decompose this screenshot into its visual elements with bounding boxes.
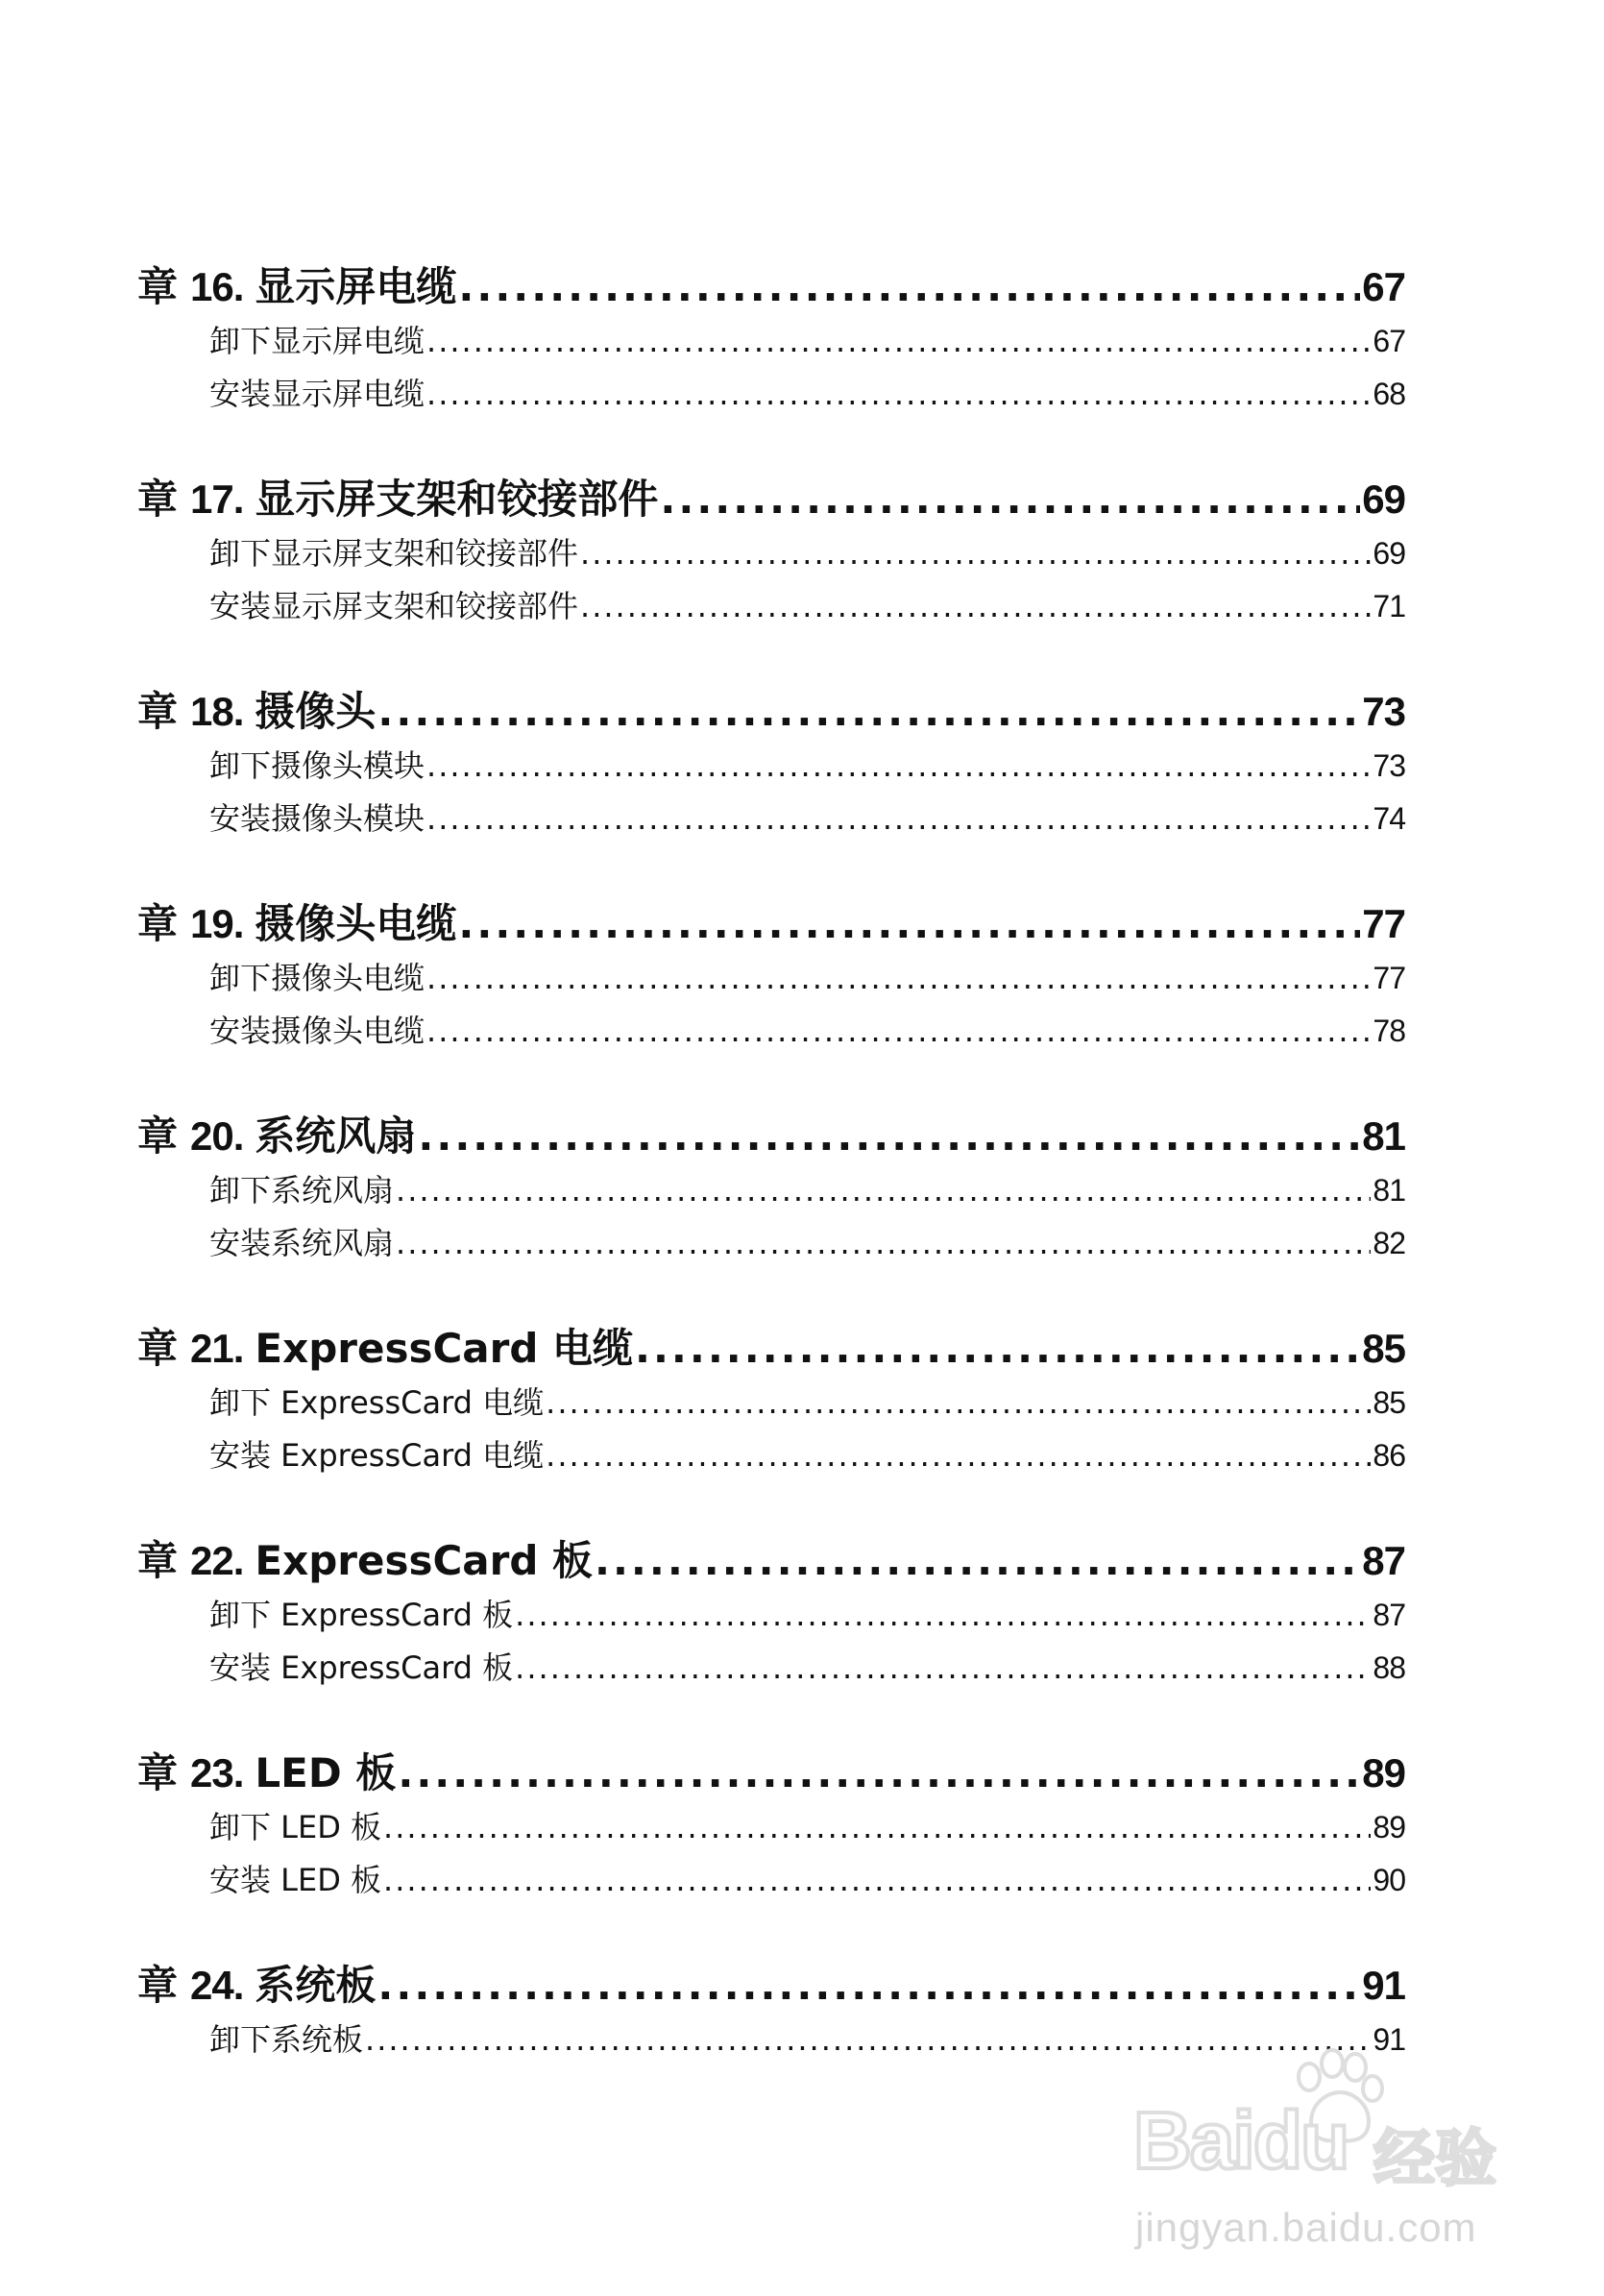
section-entry[interactable] xyxy=(137,740,1405,793)
section-page-number: 89 xyxy=(1373,1810,1405,1844)
chapter-entry[interactable] xyxy=(137,1109,1405,1164)
dot-leader xyxy=(383,1854,1371,1907)
section-page-number: 82 xyxy=(1373,1226,1405,1260)
section-entry[interactable] xyxy=(137,1589,1405,1642)
dot-leader xyxy=(660,472,1360,527)
dot-leader xyxy=(546,1377,1371,1429)
section-title: 安装 ExpressCard 板 xyxy=(209,1649,514,1686)
dot-leader xyxy=(418,1109,1360,1164)
dot-leader xyxy=(635,1321,1360,1377)
chapter-name: ExpressCard 板 xyxy=(255,1537,594,1584)
chapter-title xyxy=(137,1746,396,1801)
section-page-number: 73 xyxy=(1373,748,1405,783)
section-title: 卸下 LED 板 xyxy=(209,1809,382,1845)
watermark-cn: 经验 xyxy=(1373,2124,1496,2195)
section-entry[interactable] xyxy=(137,580,1405,633)
section-entry[interactable] xyxy=(137,527,1405,580)
chapter-prefix: 章 xyxy=(137,900,180,947)
section-title: 安装显示屏支架和铰接部件 xyxy=(209,588,579,624)
dot-leader xyxy=(595,1533,1360,1589)
chapter-title xyxy=(137,1109,416,1164)
chapter-name: 显示屏电缆 xyxy=(255,263,457,310)
section-title: 安装 LED 板 xyxy=(209,1862,382,1898)
section-entry[interactable] xyxy=(137,1854,1405,1907)
dot-leader xyxy=(426,952,1371,1005)
chapter-page-number: 91 xyxy=(1362,1963,1405,2008)
section-title: 卸下系统板 xyxy=(209,2021,364,2058)
section-title: 卸下显示屏电缆 xyxy=(209,323,425,359)
toc-chapter xyxy=(137,1533,1405,1695)
dot-leader xyxy=(580,580,1371,633)
section-page-number: 78 xyxy=(1373,1014,1405,1048)
toc-chapter xyxy=(137,1109,1405,1270)
chapter-prefix: 章 xyxy=(137,1112,180,1160)
chapter-page-number: 85 xyxy=(1362,1326,1405,1371)
section-entry[interactable] xyxy=(137,1005,1405,1058)
section-page-number: 77 xyxy=(1373,961,1405,995)
dot-leader xyxy=(377,684,1360,740)
dot-leader xyxy=(515,1589,1371,1642)
chapter-prefix: 章 xyxy=(137,688,180,735)
section-page-number: 68 xyxy=(1373,377,1405,411)
section-entry[interactable] xyxy=(137,1642,1405,1695)
chapter-title xyxy=(137,259,456,315)
table-of-contents xyxy=(137,259,1405,2117)
chapter-number: 18. xyxy=(190,689,244,734)
dot-leader xyxy=(458,259,1360,315)
dot-leader xyxy=(426,1005,1371,1058)
section-entry[interactable] xyxy=(137,1217,1405,1270)
section-page-number: 87 xyxy=(1373,1598,1405,1632)
chapter-title xyxy=(137,896,456,952)
chapter-prefix: 章 xyxy=(137,1537,180,1584)
section-title: 卸下摄像头模块 xyxy=(209,747,425,784)
section-title: 安装 ExpressCard 电缆 xyxy=(209,1437,545,1474)
chapter-title xyxy=(137,1321,633,1377)
chapter-entry[interactable] xyxy=(137,684,1405,740)
watermark-url: jingyan.baidu.com xyxy=(1135,2205,1477,2250)
dot-leader xyxy=(426,368,1371,421)
toc-chapter xyxy=(137,259,1405,421)
chapter-number: 21. xyxy=(190,1326,244,1371)
section-page-number: 86 xyxy=(1373,1438,1405,1473)
chapter-number: 22. xyxy=(190,1538,244,1583)
section-entry[interactable] xyxy=(137,952,1405,1005)
chapter-title xyxy=(137,684,376,740)
chapter-number: 19. xyxy=(190,901,244,946)
watermark-brand: Baidu xyxy=(1133,2095,1349,2186)
section-entry[interactable] xyxy=(137,368,1405,421)
section-title: 安装显示屏电缆 xyxy=(209,376,425,412)
section-entry[interactable] xyxy=(137,1377,1405,1429)
chapter-name: ExpressCard 电缆 xyxy=(255,1325,634,1372)
section-page-number: 71 xyxy=(1373,589,1405,623)
section-title: 卸下摄像头电缆 xyxy=(209,960,425,996)
dot-leader xyxy=(398,1746,1360,1801)
chapter-name: 摄像头电缆 xyxy=(255,900,457,947)
dot-leader xyxy=(515,1642,1371,1695)
dot-leader xyxy=(426,315,1371,368)
chapter-page-number: 69 xyxy=(1362,476,1405,522)
chapter-name: 显示屏支架和铰接部件 xyxy=(255,476,659,523)
section-page-number: 88 xyxy=(1373,1650,1405,1685)
dot-leader xyxy=(396,1217,1371,1270)
chapter-name: 系统风扇 xyxy=(255,1112,417,1160)
dot-leader xyxy=(426,793,1371,845)
section-title: 安装摄像头模块 xyxy=(209,800,425,837)
section-title: 安装摄像头电缆 xyxy=(209,1013,425,1049)
dot-leader xyxy=(377,1958,1360,2014)
chapter-name: 系统板 xyxy=(255,1962,377,2009)
dot-leader xyxy=(396,1164,1371,1217)
chapter-number: 17. xyxy=(190,476,244,522)
section-page-number: 85 xyxy=(1373,1385,1405,1420)
chapter-page-number: 81 xyxy=(1362,1113,1405,1159)
toc-chapter xyxy=(137,472,1405,633)
dot-leader xyxy=(426,740,1371,793)
chapter-entry[interactable] xyxy=(137,896,1405,952)
section-page-number: 67 xyxy=(1373,324,1405,358)
chapter-number: 16. xyxy=(190,264,244,309)
chapter-entry[interactable] xyxy=(137,1958,1405,2014)
chapter-title xyxy=(137,472,658,527)
dot-leader xyxy=(458,896,1360,952)
section-page-number: 90 xyxy=(1373,1863,1405,1897)
section-entry[interactable] xyxy=(137,1164,1405,1217)
toc-chapter xyxy=(137,1746,1405,1907)
section-page-number: 74 xyxy=(1373,801,1405,836)
toc-chapter xyxy=(137,1321,1405,1482)
chapter-number: 20. xyxy=(190,1113,244,1159)
chapter-number: 24. xyxy=(190,1963,244,2008)
section-title: 安装系统风扇 xyxy=(209,1225,395,1261)
dot-leader xyxy=(546,1429,1371,1482)
chapter-page-number: 89 xyxy=(1362,1750,1405,1795)
chapter-page-number: 73 xyxy=(1362,689,1405,734)
section-page-number: 69 xyxy=(1373,536,1405,571)
section-entry[interactable] xyxy=(137,1429,1405,1482)
chapter-title xyxy=(137,1533,593,1589)
section-page-number: 81 xyxy=(1373,1173,1405,1208)
chapter-prefix: 章 xyxy=(137,1962,180,2009)
section-title: 卸下 ExpressCard 电缆 xyxy=(209,1384,545,1421)
chapter-page-number: 87 xyxy=(1362,1538,1405,1583)
chapter-entry[interactable] xyxy=(137,472,1405,527)
chapter-entry[interactable] xyxy=(137,1746,1405,1801)
chapter-entry[interactable] xyxy=(137,1321,1405,1377)
chapter-page-number: 67 xyxy=(1362,264,1405,309)
dot-leader xyxy=(383,1801,1371,1854)
toc-chapter xyxy=(137,684,1405,845)
chapter-name: LED 板 xyxy=(255,1749,397,1796)
toc-chapter xyxy=(137,896,1405,1058)
section-page-number: 91 xyxy=(1373,2022,1405,2057)
chapter-prefix: 章 xyxy=(137,263,180,310)
chapter-page-number: 77 xyxy=(1362,901,1405,946)
chapter-entry[interactable] xyxy=(137,259,1405,315)
section-title: 卸下系统风扇 xyxy=(209,1172,395,1209)
section-entry[interactable] xyxy=(137,315,1405,368)
section-entry[interactable] xyxy=(137,1801,1405,1854)
chapter-prefix: 章 xyxy=(137,476,180,523)
chapter-title xyxy=(137,1958,376,2014)
section-title: 卸下 ExpressCard 板 xyxy=(209,1597,514,1633)
dot-leader xyxy=(580,527,1371,580)
chapter-entry[interactable] xyxy=(137,1533,1405,1589)
section-entry[interactable] xyxy=(137,793,1405,845)
chapter-prefix: 章 xyxy=(137,1749,180,1796)
chapter-number: 23. xyxy=(190,1750,244,1795)
chapter-name: 摄像头 xyxy=(255,688,377,735)
chapter-prefix: 章 xyxy=(137,1325,180,1372)
section-title: 卸下显示屏支架和铰接部件 xyxy=(209,535,579,572)
baidu-jingyan-watermark xyxy=(1133,2046,1518,2267)
